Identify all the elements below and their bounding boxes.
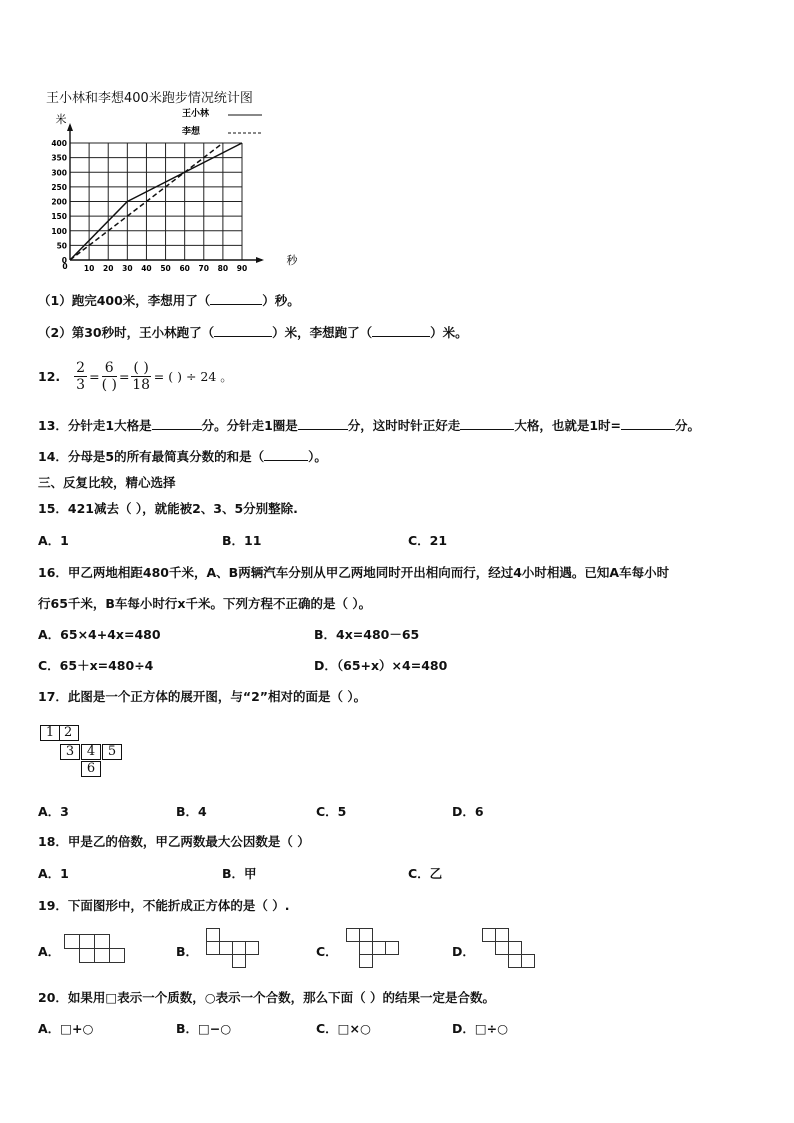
option-b[interactable]: B．甲 [222,866,257,881]
option-a[interactable]: A．1 [38,866,69,881]
fraction: $\frac{2}{3}$ [76,359,86,393]
option-b[interactable]: B．4x=480－65 [314,627,420,642]
option-a[interactable]: A．1 [38,533,69,548]
x-tick-label: 50 [160,264,171,273]
answer-blank[interactable] [621,417,675,430]
option-d[interactable]: D．□÷○ [452,1021,509,1036]
fraction: $\frac{6}{( )}$ [101,359,117,393]
option-c[interactable]: C．□×○ [316,1021,371,1036]
option-a[interactable]: A．3 [38,804,69,819]
q14: 14．分母是5的所有最简真分数的和是（ ）。 [38,449,327,464]
q11-part2: （2）第30秒时，王小林跑了（ ）米，李想跑了（ ）米。 [38,325,468,340]
x-axis-arrow [256,257,264,263]
option-d[interactable]: D．6 [452,804,484,819]
chart-title: 王小林和李想400米跑步情况统计图 [46,91,253,106]
q17-stem: 17．此图是一个正方体的展开图，与“2”相对的面是（ ）。 [38,689,367,704]
option-c[interactable]: C． [316,944,338,959]
x-tick-label: 20 [103,264,114,273]
net-figure-c [346,928,404,972]
x-tick-label: 90 [236,264,248,273]
net-face: 1 [40,725,60,741]
option-a[interactable]: A． [38,944,61,959]
option-c[interactable]: C．5 [316,804,347,819]
x-axis-label: 秒 [286,254,298,267]
q13: 13．分针走1大格是 分。分针走1圈是 分，这时时针正好走 大格，也就是1时= 分。 [38,418,700,433]
option-d[interactable]: D． [452,944,475,959]
y-tick-label: 300 [51,168,67,178]
y-axis-label: 米 [55,113,67,126]
answer-blank[interactable] [210,292,262,305]
x-tick-label: 40 [141,264,152,273]
option-a[interactable]: A．65×4+4x=480 [38,627,161,642]
chart-axes [51,112,298,273]
q16-stem-line2: 行65千米，B车每小时行x千米。下列方程不正确的是（ ）。 [38,596,372,611]
y-tick-label: 50 [56,241,67,251]
y-tick-label: 150 [51,212,67,222]
y-tick-label: 100 [51,226,67,236]
net-face: 2 [59,725,79,741]
y-tick-label: 400 [51,139,67,148]
y-tick-label: 250 [51,182,67,192]
option-c[interactable]: C．21 [408,533,448,548]
net-face: 4 [81,744,101,760]
answer-blank[interactable] [460,417,514,430]
y-tick-label: 0 [61,256,67,265]
net-face: 6 [81,761,101,777]
q12: 12. $\frac{2}{3}$ = $\frac{6}{( )}$ = $\frac{( )}{18}$ = ( ) ÷ 24 。 [38,359,233,393]
net-face: 5 [102,744,122,760]
net-face: 3 [60,744,80,760]
section-heading: 三、反复比较，精心选择 [38,475,176,490]
legend-label: 李想 [182,127,201,137]
x-tick-label: 30 [122,264,133,273]
net-figure-a [64,934,128,966]
chart-grid [70,143,242,260]
option-b[interactable]: B．4 [176,804,207,819]
option-a[interactable]: A．□+○ [38,1021,94,1036]
option-c[interactable]: C．乙 [408,866,443,881]
option-d[interactable]: D．（65+x）×4=480 [314,658,448,673]
x-tick-label: 10 [83,264,95,273]
origin-label: 0 [62,262,68,271]
legend-label: 王小林 [182,109,210,119]
answer-blank[interactable] [152,417,202,430]
answer-blank[interactable] [264,448,308,461]
q16-stem-line1: 16．甲乙两地相距480千米，A、B两辆汽车分别从甲乙两地同时开出相向而行，经过4小时相遇。已知A车每小时 [38,565,670,580]
option-b[interactable]: B．□−○ [176,1021,232,1036]
y-tick-label: 350 [51,153,67,163]
y-tick-label: 200 [51,197,67,207]
answer-blank[interactable] [372,324,430,337]
answer-blank[interactable] [298,417,348,430]
net-figure-d [482,928,540,972]
q20-stem: 20．如果用□表示一个质数，○表示一个合数，那么下面（ ）的结果一定是合数。 [38,990,495,1005]
y-axis-arrow [67,123,73,131]
q11-part1: （1）跑完400米，李想用了（ ）秒。 [38,293,300,308]
line-chart [40,104,320,276]
net-figure-b [206,928,264,972]
answer-blank[interactable] [214,324,272,337]
x-tick-label: 80 [217,264,229,273]
q15-stem: 15．421减去（ ），就能被2、3、5分别整除. [38,501,298,516]
fraction: $\frac{( )}{18}$ [132,359,151,393]
option-b[interactable]: B．11 [222,533,262,548]
option-b[interactable]: B． [176,944,199,959]
option-c[interactable]: C．65＋x=480÷4 [38,658,154,673]
chart-legend [181,107,262,137]
q19-stem: 19．下面图形中，不能折成正方体的是（ ）. [38,898,290,913]
x-tick-label: 60 [179,264,190,273]
q18-stem: 18．甲是乙的倍数，甲乙两数最大公因数是（ ） [38,834,310,849]
x-tick-label: 70 [198,264,209,273]
